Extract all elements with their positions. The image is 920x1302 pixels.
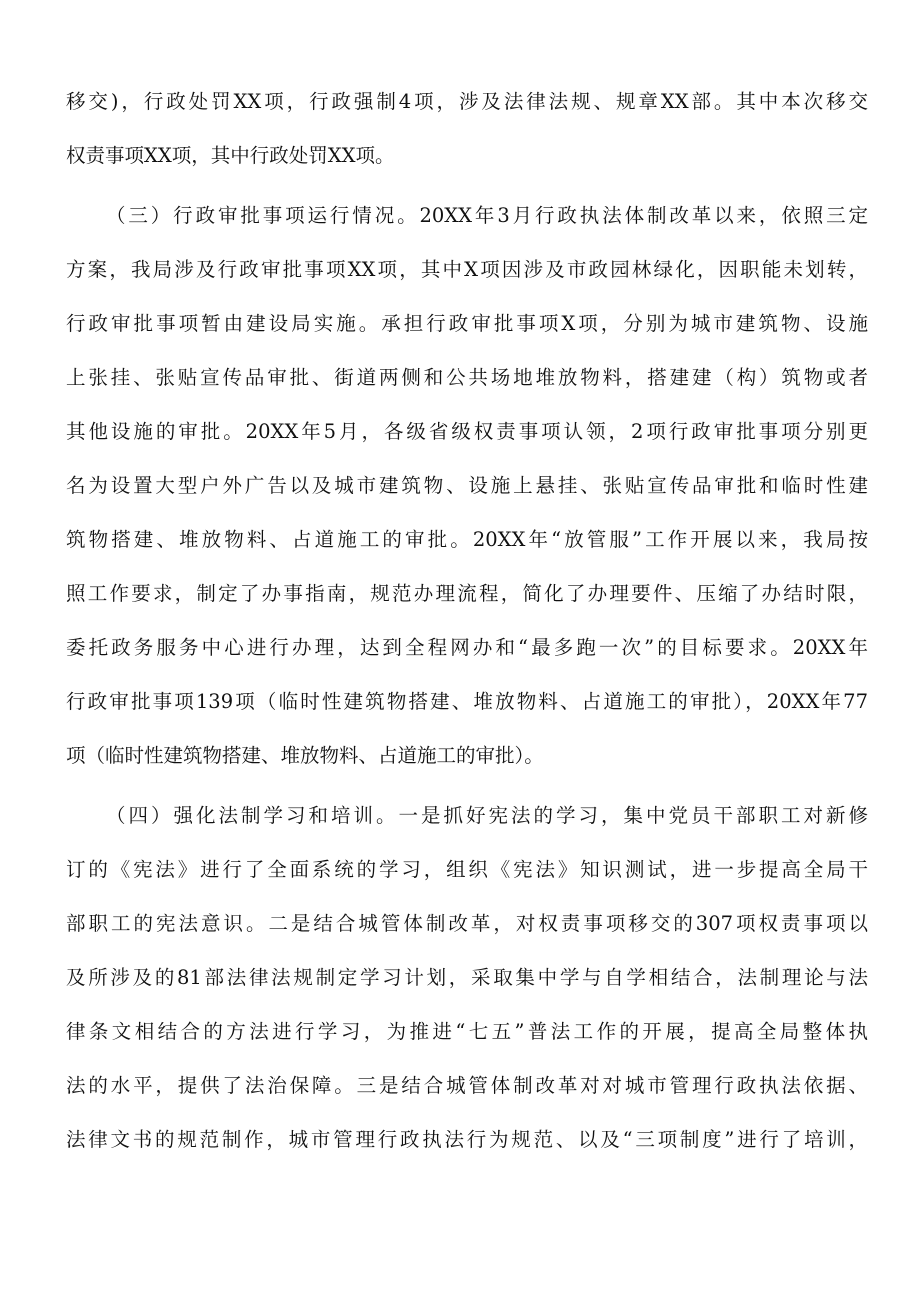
- text-line: 行政审批事项139项（临时性建筑物搭建、堆放物料、占道施工的审批），20XX年77: [66, 690, 868, 713]
- text-line: 项（临时性建筑物搭建、堆放物料、占道施工的审批）。: [66, 744, 544, 767]
- text-line: 法的水平，提供了法治保障。三是结合城管体制改革对对城市管理行政执法依据、: [66, 1074, 868, 1097]
- text-line: 照工作要求，制定了办事指南，规范办理流程，简化了办理要件、压缩了办结时限，: [66, 582, 868, 605]
- text-line: 权责事项XX项，其中行政处罚XX项。: [66, 144, 395, 167]
- paragraph-four-start: （四）强化法制学习和培训。一是抓好宪法的学习，集中党员干部职工对新修: [106, 804, 868, 827]
- text-line: 上张挂、张贴宣传品审批、街道两侧和公共场地堆放物料，搭建建（构）筑物或者: [66, 366, 868, 389]
- text-line: 部职工的宪法意识。二是结合城管体制改革，对权责事项移交的307项权责事项以: [66, 912, 868, 935]
- paragraph-three-start: （三）行政审批事项运行情况。20XX年3月行政执法体制改革以来，依照三定: [106, 204, 868, 227]
- text-line: 订的《宪法》进行了全面系统的学习，组织《宪法》知识测试，进一步提高全局干: [66, 858, 868, 881]
- text-line: 行政审批事项暂由建设局实施。承担行政审批事项X项，分别为城市建筑物、设施: [66, 312, 868, 335]
- text-line: 名为设置大型户外广告以及城市建筑物、设施上悬挂、张贴宣传品审批和临时性建: [66, 474, 868, 497]
- text-line: 律条文相结合的方法进行学习，为推进“七五”普法工作的开展，提高全局整体执: [66, 1020, 868, 1043]
- text-line: 方案，我局涉及行政审批事项XX项，其中X项因涉及市政园林绿化，因职能未划转，: [66, 258, 868, 281]
- text-line: 委托政务服务中心进行办理，达到全程网办和“最多跑一次”的目标要求。20XX年: [66, 636, 868, 659]
- text-line: 其他设施的审批。20XX年5月，各级省级权责事项认领，2项行政审批事项分别更: [66, 420, 868, 443]
- text-line: 移交)，行政处罚XX项，行政强制4项，涉及法律法规、规章XX部。其中本次移交: [66, 90, 868, 113]
- text-line: 及所涉及的81部法律法规制定学习计划，采取集中学与自学相结合，法制理论与法: [66, 966, 868, 989]
- text-line: 法律文书的规范制作，城市管理行政执法行为规范、以及“三项制度”进行了培训，: [66, 1128, 868, 1151]
- text-line: 筑物搭建、堆放物料、占道施工的审批。20XX年“放管服”工作开展以来，我局按: [66, 528, 868, 551]
